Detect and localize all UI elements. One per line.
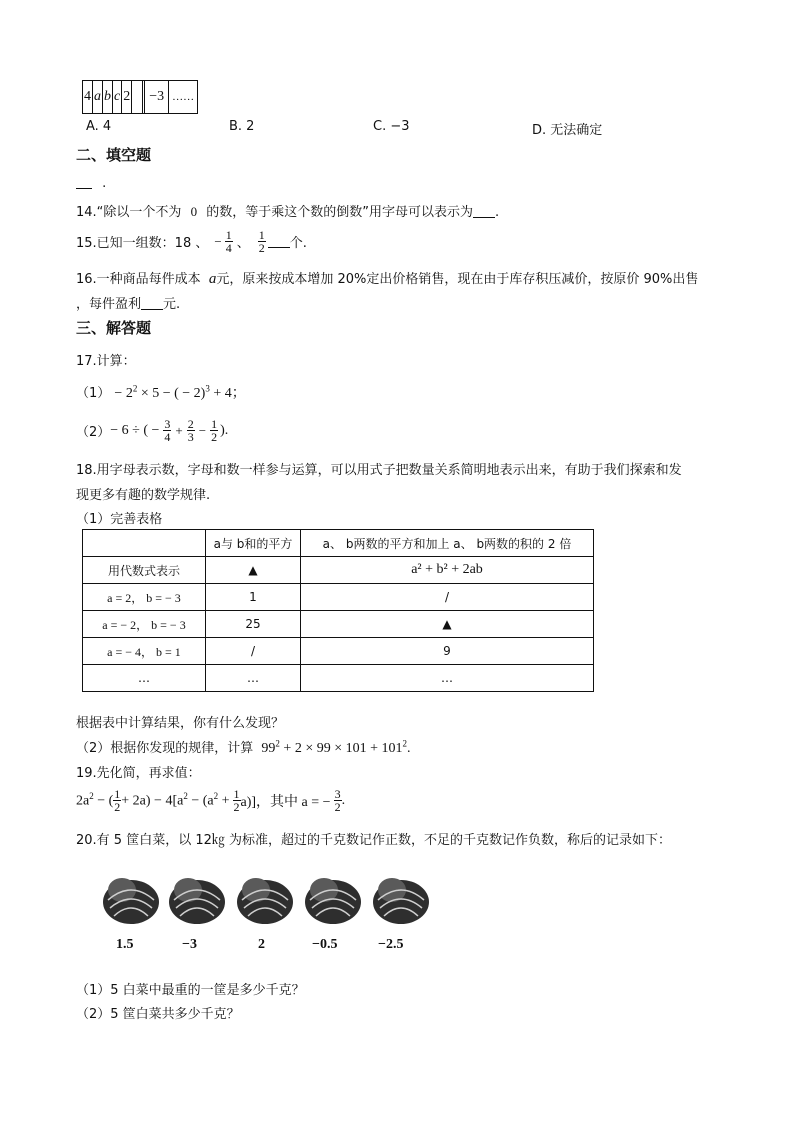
- answer-blank: [473, 205, 495, 218]
- q16-text-a: 16.一种商品每件成本: [76, 272, 201, 287]
- q17-p1-expr: − $2^2 \times 5$ − ( − 2)$^3$ + 4；: [114, 383, 246, 401]
- sequence-cell: [132, 81, 145, 113]
- q14-text-a: 14.“除以一个不为: [76, 205, 182, 220]
- table-cell: a² + b² + 2ab: [301, 557, 594, 584]
- question-16-line-1: [76, 268, 698, 288]
- q17-p2-label: （2）: [76, 425, 111, 440]
- sequence-cell: b: [103, 81, 113, 113]
- table-row: [83, 638, 594, 665]
- q18-table: [82, 529, 594, 692]
- weight-label: −3: [182, 937, 197, 952]
- q15-fraction-1: $\frac{1}{4}$: [225, 228, 232, 255]
- answer-blank: [141, 297, 163, 310]
- q19-fraction-2: $\frac{1}{2}$: [233, 787, 240, 814]
- q17-p2-minus: −: [198, 422, 207, 438]
- question-14: [76, 201, 499, 220]
- question-17-part-1: [76, 382, 246, 402]
- leftover-line: [76, 176, 106, 191]
- table-cell: a = − 4， b = 1: [83, 638, 206, 665]
- q19-fraction-3: $\frac{3}{2}$: [334, 787, 341, 814]
- question-17-part-2: [76, 418, 228, 443]
- weight-label: −0.5: [312, 937, 338, 952]
- q14-end: .: [494, 205, 500, 220]
- sequence-cell: −3: [145, 81, 169, 113]
- cabbage-image: [370, 870, 432, 928]
- table-header-row: [83, 530, 594, 557]
- cabbage-image: [302, 870, 364, 928]
- table-header-cell: a、 b两数的平方和加上 a、 b两数的积的 2 倍: [301, 530, 594, 557]
- table-cell: ▲: [206, 557, 301, 584]
- q19-fraction-1: $\frac{1}{2}$: [114, 787, 121, 814]
- table-cell: …: [301, 665, 594, 692]
- table-row: [83, 557, 594, 584]
- q16-var: a: [208, 271, 217, 287]
- sequence-cell: 4: [83, 81, 93, 113]
- q17-p2-fraction-1: $\frac{3}{4}$: [164, 417, 171, 444]
- question-18-after-table: 根据表中计算结果，你有什么发现？: [76, 716, 285, 731]
- section-title-fill-blank: 二、填空题: [76, 146, 152, 164]
- table-cell: ▲: [301, 611, 594, 638]
- question-18-part-2: [76, 737, 411, 757]
- q18-p2-text: （2）根据你发现的规律，计算: [76, 741, 254, 756]
- option-d: D. 无法确定: [532, 123, 603, 138]
- cabbage-image: [100, 870, 162, 928]
- table-cell: 9: [301, 638, 594, 665]
- q17-p2-expr-a: − 6 ÷ ( −: [110, 422, 160, 438]
- option-c: C. −3: [373, 119, 410, 134]
- q15-end: 个.: [289, 236, 307, 251]
- q17-p2-plus: +: [175, 422, 183, 438]
- sequence-figure: [82, 80, 198, 114]
- q17-p1-label: （1）: [76, 386, 111, 401]
- q16-text-d: 元.: [163, 297, 181, 312]
- sequence-cell: ……: [172, 91, 195, 103]
- question-19-title: 19.先化简，再求值：: [76, 766, 201, 781]
- question-18-line-2: 现更多有趣的数学规律.: [76, 488, 211, 503]
- question-18-part-1: （1）完善表格: [76, 512, 163, 527]
- table-header-cell: [83, 530, 206, 557]
- q19-expr-part: + $2a) - 4[a^2 - (a^2$ +: [121, 791, 230, 809]
- sequence-cell: c: [113, 81, 122, 113]
- q15-fraction-2: $\frac{1}{2}$: [258, 228, 265, 255]
- q16-text-b: 元，原来按成本增加 20%定出价格销售，现在由于库存积压减价，按原价 90%出售: [216, 272, 699, 287]
- question-17-title: 17.计算：: [76, 354, 136, 369]
- q17-p2-fraction-2: $\frac{2}{3}$: [187, 417, 194, 444]
- table-row: [83, 665, 594, 692]
- q14-num: 0: [190, 204, 198, 219]
- q19-end: .: [341, 792, 346, 808]
- table-cell: a = − 2， b = − 3: [83, 611, 206, 638]
- q15-sep: 、: [236, 236, 250, 251]
- q19-expr-part: a)]，其中 a = −: [240, 794, 331, 810]
- table-cell: a = 2， b = − 3: [83, 584, 206, 611]
- table-cell: …: [206, 665, 301, 692]
- sequence-cell: 2: [122, 81, 132, 113]
- question-18-line-1: 18.用字母表示数，字母和数一样参与运算，可以用式子把数量关系简明地表示出来，有助于我们探索和发: [76, 463, 682, 478]
- table-cell: 用代数式表示: [83, 557, 206, 584]
- question-16-line-2: [76, 293, 180, 312]
- q15-neg: −: [214, 233, 222, 249]
- sequence-cell: a: [93, 81, 103, 113]
- q19-expr-part: $2a^2$ − (: [76, 791, 114, 809]
- table-cell: /: [206, 638, 301, 665]
- table-cell: 1: [206, 584, 301, 611]
- q17-p2-end: ).: [220, 422, 229, 438]
- option-a: A. 4: [86, 119, 112, 134]
- cabbage-image: [166, 870, 228, 928]
- q16-text-c: ，每件盈利: [76, 297, 142, 312]
- q18-p2-expr: $99^2 + 2 \times 99 \times 101 + 101^2$.: [261, 738, 411, 756]
- table-cell: 25: [206, 611, 301, 638]
- question-20-part-1: （1）5 白菜中最重的一筐是多少千克？: [76, 983, 305, 998]
- answer-blank: [268, 235, 290, 248]
- table-row: [83, 611, 594, 638]
- table-cell: …: [83, 665, 206, 692]
- table-header-cell: a与 b和的平方: [206, 530, 301, 557]
- q14-text-b: 的数，等于乘这个数的倒数”用字母可以表示为: [206, 205, 473, 220]
- table-row: [83, 584, 594, 611]
- answer-blank: [76, 176, 92, 189]
- question-20-part-2: （2）5 筐白菜共多少千克？: [76, 1007, 240, 1022]
- weight-label: 1.5: [116, 937, 134, 952]
- table-cell: /: [301, 584, 594, 611]
- cabbage-image: [234, 870, 296, 928]
- q17-p2-fraction-3: $\frac{1}{2}$: [211, 417, 218, 444]
- question-19-expr: [76, 788, 345, 813]
- section-title-solve: 三、解答题: [76, 319, 152, 337]
- option-b: B. 2: [229, 119, 255, 134]
- leftover-dot: .: [102, 176, 107, 191]
- question-15: [76, 229, 307, 254]
- weight-label: 2: [258, 937, 265, 952]
- question-20: 20.有 5 筐白菜，以 12㎏ 为标准，超过的千克数记作正数，不足的千克数记作负数，称后的记录如下：: [76, 833, 672, 848]
- weight-label: −2.5: [378, 937, 404, 952]
- q15-text-a: 15.已知一组数：18 、: [76, 236, 209, 251]
